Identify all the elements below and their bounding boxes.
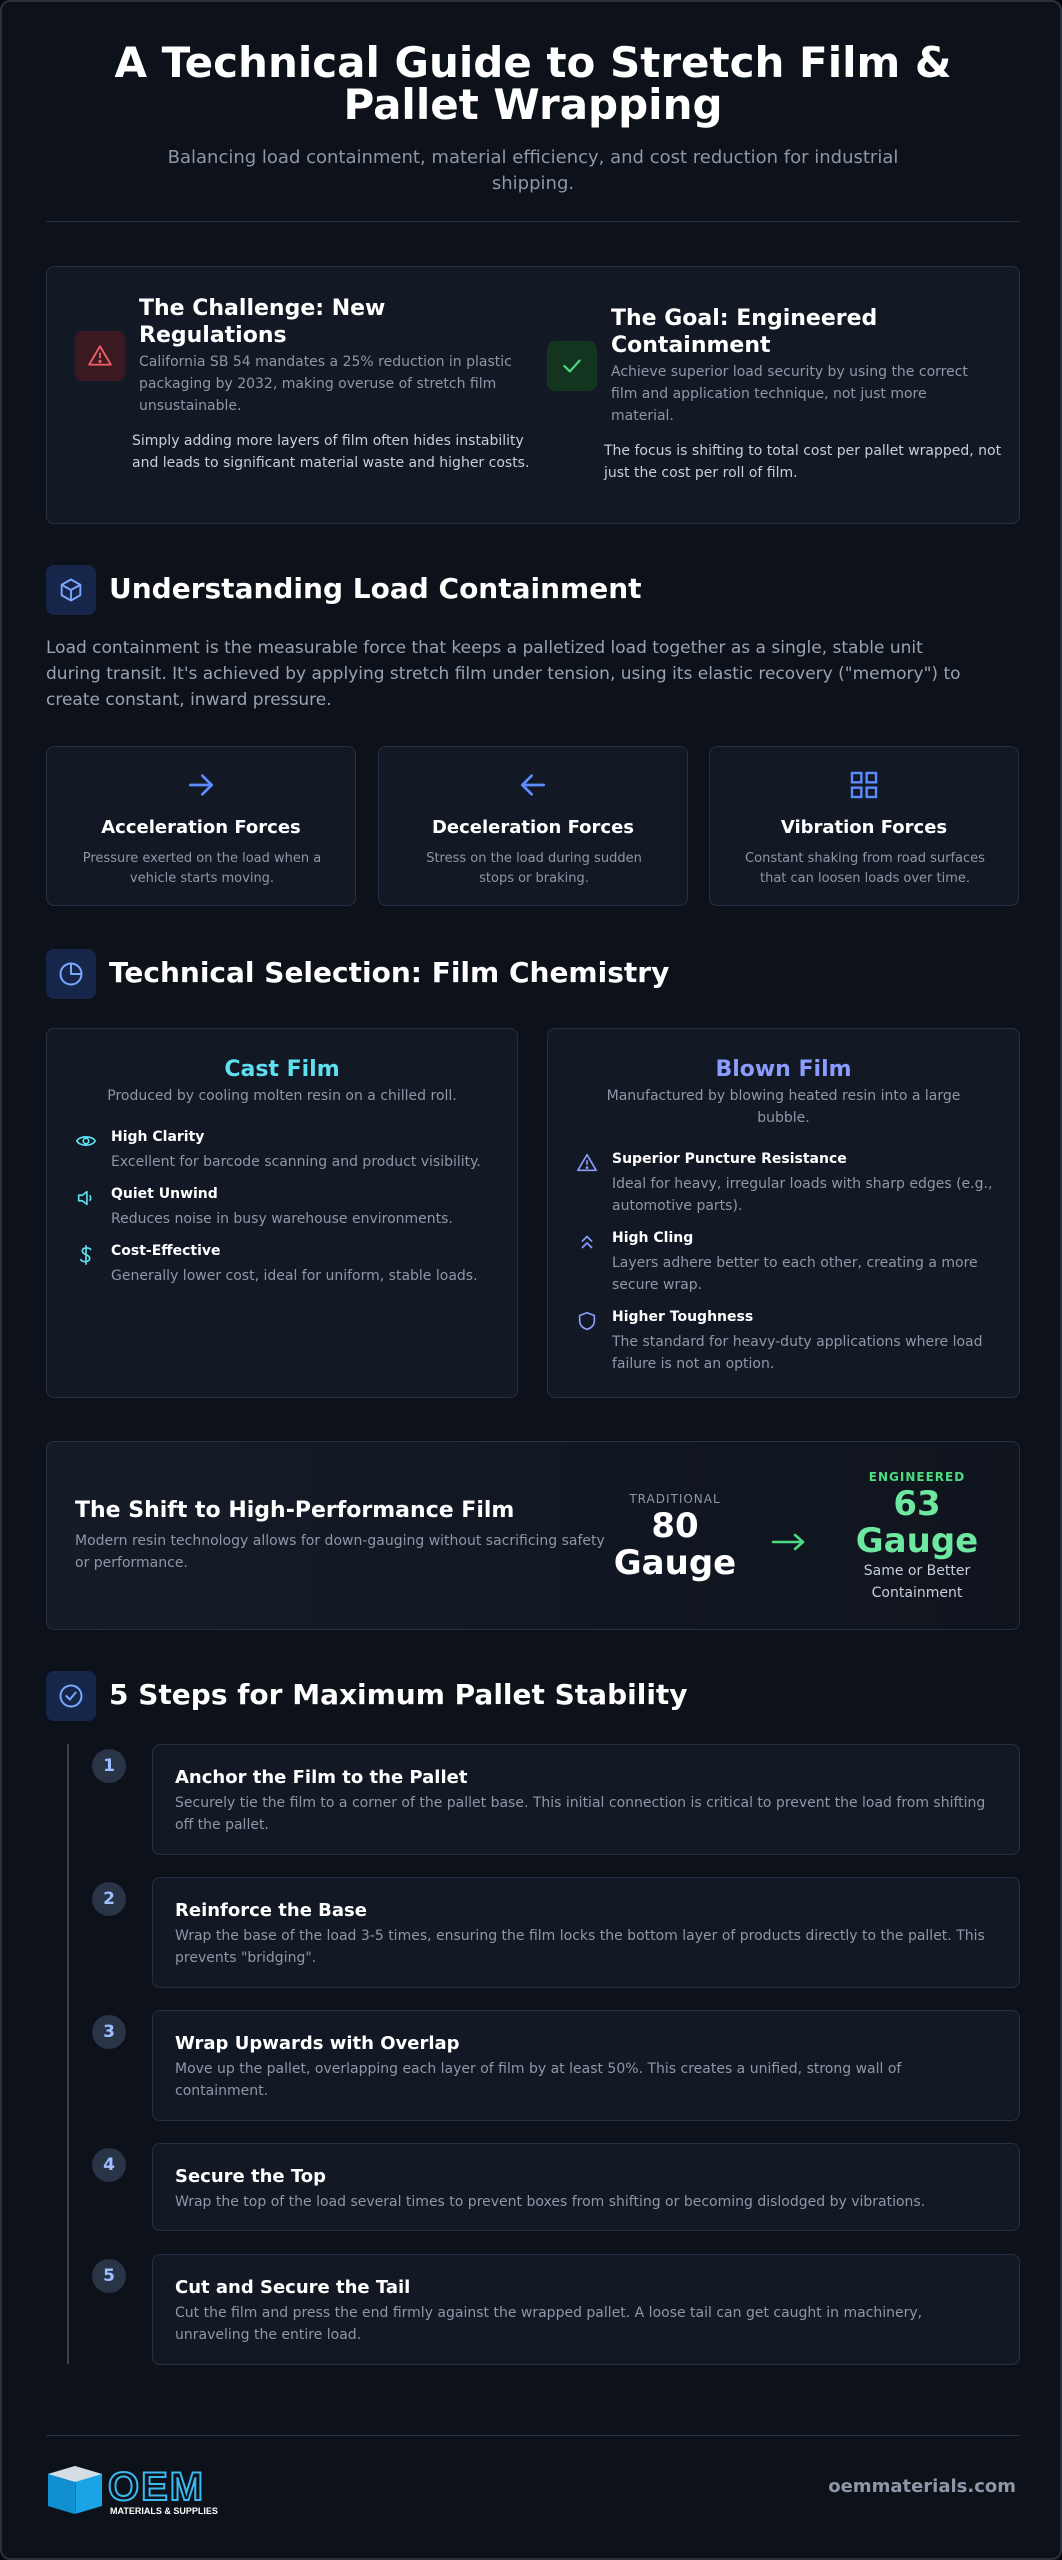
goal-title: The Goal: Engineered Containment [611, 306, 878, 358]
header-divider [46, 221, 1020, 222]
force-desc: Pressure exerted on the load when a vehicle starts moving. [82, 851, 322, 886]
oem-logo [46, 2462, 256, 2518]
step-number: 2 [92, 1882, 126, 1916]
blown-film-title: Blown Film [715, 1057, 852, 1082]
step-card [152, 1744, 1020, 1855]
step-desc: Move up the pallet, overlapping each layer of film by at least 50%. This creates a unified, strong wall of containment. [175, 2061, 902, 2099]
warning-icon [87, 343, 113, 369]
force-card-vibration [709, 746, 1019, 906]
step-card [152, 2143, 1020, 2231]
step-number: 4 [92, 2148, 126, 2182]
force-card-acceleration [46, 746, 356, 906]
force-title: Vibration Forces [780, 817, 948, 838]
containment-paragraph: Load containment is the measurable force that keeps a palletized load together as a single, stable unit during transit. It's achieved by applying stretch film under tension, using its elastic recovery ("memory") to create constant, inward pressure. [46, 638, 961, 710]
check-circle-icon [57, 1682, 85, 1710]
engineered-value: 63 Gauge [855, 1484, 979, 1561]
feature-desc: Reduces noise in busy warehouse environments. [111, 1211, 453, 1227]
arrow-right-icon [185, 769, 217, 801]
force-card-deceleration [378, 746, 688, 906]
speaker-icon [75, 1187, 97, 1209]
performance-title: The Shift to High-Performance Film [75, 1498, 515, 1523]
force-desc: Stress on the load during sudden stops or braking. [426, 851, 642, 886]
feature-title: Higher Toughness [612, 1309, 754, 1325]
footer-site[interactable]: oemmaterials.com [828, 2476, 1016, 2497]
arrow-right-icon [769, 1530, 809, 1554]
goal-body: Achieve superior load security by using the correct film and application technique, not just more material. [611, 364, 968, 424]
goal-icon-box [547, 341, 597, 391]
blown-film-card [547, 1028, 1020, 1398]
challenge-note: Simply adding more layers of film often hides instability and leads to significant material waste and higher costs. [132, 433, 530, 471]
containment-section-title: Understanding Load Containment [109, 572, 642, 605]
cube-icon [57, 576, 85, 604]
challenge-body: California SB 54 mandates a 25% reduction in plastic packaging by 2032, making overuse of stretch film unsustainable. [139, 354, 512, 414]
step-title: Secure the Top [175, 2166, 327, 2187]
pie-chart-icon [57, 960, 85, 988]
check-icon [559, 353, 585, 379]
step-number: 3 [92, 2015, 126, 2049]
chevrons-up-icon [576, 1231, 598, 1253]
traditional-label: TRADITIONAL [629, 1492, 721, 1506]
traditional-value: 80 Gauge [613, 1506, 737, 1583]
step-title: Wrap Upwards with Overlap [175, 2033, 460, 2054]
warning-icon [576, 1152, 598, 1174]
performance-desc: Modern resin technology allows for down-gauging without sacrificing safety or performance. [75, 1533, 605, 1571]
grid-icon [848, 769, 880, 801]
step-title: Cut and Secure the Tail [175, 2277, 411, 2298]
step-number: 1 [92, 1749, 126, 1783]
shield-icon [576, 1310, 598, 1332]
feature-desc: The standard for heavy-duty applications where load failure is not an option. [612, 1334, 983, 1372]
footer-divider [46, 2435, 1020, 2436]
force-desc: Constant shaking from road surfaces that can loosen loads over time. [745, 851, 985, 886]
logo-text: OEM [108, 2465, 206, 2509]
steps-section-icon [46, 1671, 96, 1721]
force-title: Deceleration Forces [431, 817, 635, 838]
step-card [152, 1877, 1020, 1988]
eye-icon [75, 1130, 97, 1152]
step-number: 5 [92, 2259, 126, 2293]
feature-desc: Excellent for barcode scanning and product visibility. [111, 1154, 481, 1170]
feature-title: Superior Puncture Resistance [612, 1151, 847, 1167]
challenge-title: The Challenge: New Regulations [139, 296, 386, 348]
steps-timeline [67, 1744, 69, 2364]
chemistry-section-icon [46, 949, 96, 999]
engineered-label: ENGINEERED [868, 1470, 966, 1484]
arrow-left-icon [517, 769, 549, 801]
chemistry-section-title: Technical Selection: Film Chemistry [109, 956, 670, 989]
step-title: Anchor the Film to the Pallet [175, 1767, 468, 1788]
logo-tagline: MATERIALS & SUPPLIES [110, 2506, 218, 2516]
force-title: Acceleration Forces [101, 817, 301, 838]
box-icon [48, 2466, 102, 2514]
feature-desc: Ideal for heavy, irregular loads with sharp edges (e.g., automotive parts). [612, 1176, 993, 1214]
dollar-icon [75, 1244, 97, 1266]
feature-desc: Generally lower cost, ideal for uniform, stable loads. [111, 1268, 478, 1284]
steps-section-title: 5 Steps for Maximum Pallet Stability [109, 1678, 688, 1711]
step-desc: Cut the film and press the end firmly against the wrapped pallet. A loose tail can get caught in machinery, unraveling the entire load. [175, 2305, 923, 2343]
goal-note: The focus is shifting to total cost per pallet wrapped, not just the cost per roll of film. [604, 443, 1002, 481]
performance-card [46, 1441, 1020, 1630]
feature-title: Cost-Effective [111, 1243, 221, 1259]
containment-section-icon [46, 565, 96, 615]
challenge-icon-box [75, 331, 125, 381]
step-card [152, 2254, 1020, 2365]
cast-film-subtitle: Produced by cooling molten resin on a chilled roll. [107, 1088, 457, 1104]
blown-film-subtitle: Manufactured by blowing heated resin into a large bubble. [606, 1088, 961, 1126]
challenge-goal-card [46, 266, 1020, 524]
feature-desc: Layers adhere better to each other, creating a more secure wrap. [612, 1255, 978, 1293]
step-card [152, 2010, 1020, 2121]
step-desc: Securely tie the film to a corner of the pallet base. This initial connection is critical to prevent the load from shifting off the pallet. [175, 1795, 986, 1833]
cast-film-title: Cast Film [224, 1057, 340, 1082]
step-desc: Wrap the top of the load several times to prevent boxes from shifting or becoming dislodged by vibrations. [175, 2194, 926, 2210]
feature-title: Quiet Unwind [111, 1186, 218, 1202]
page-title: A Technical Guide to Stretch Film & Pallet Wrapping [114, 38, 952, 129]
step-title: Reinforce the Base [175, 1900, 367, 1921]
feature-title: High Cling [612, 1230, 694, 1246]
cast-film-card [46, 1028, 518, 1398]
page-subtitle: Balancing load containment, material efficiency, and cost reduction for industrial shipping. [167, 147, 899, 194]
feature-title: High Clarity [111, 1129, 205, 1145]
engineered-note: Same or Better Containment [863, 1563, 971, 1601]
step-desc: Wrap the base of the load 3-5 times, ensuring the film locks the bottom layer of products directly to the pallet. This prevents "bridging". [175, 1928, 985, 1966]
